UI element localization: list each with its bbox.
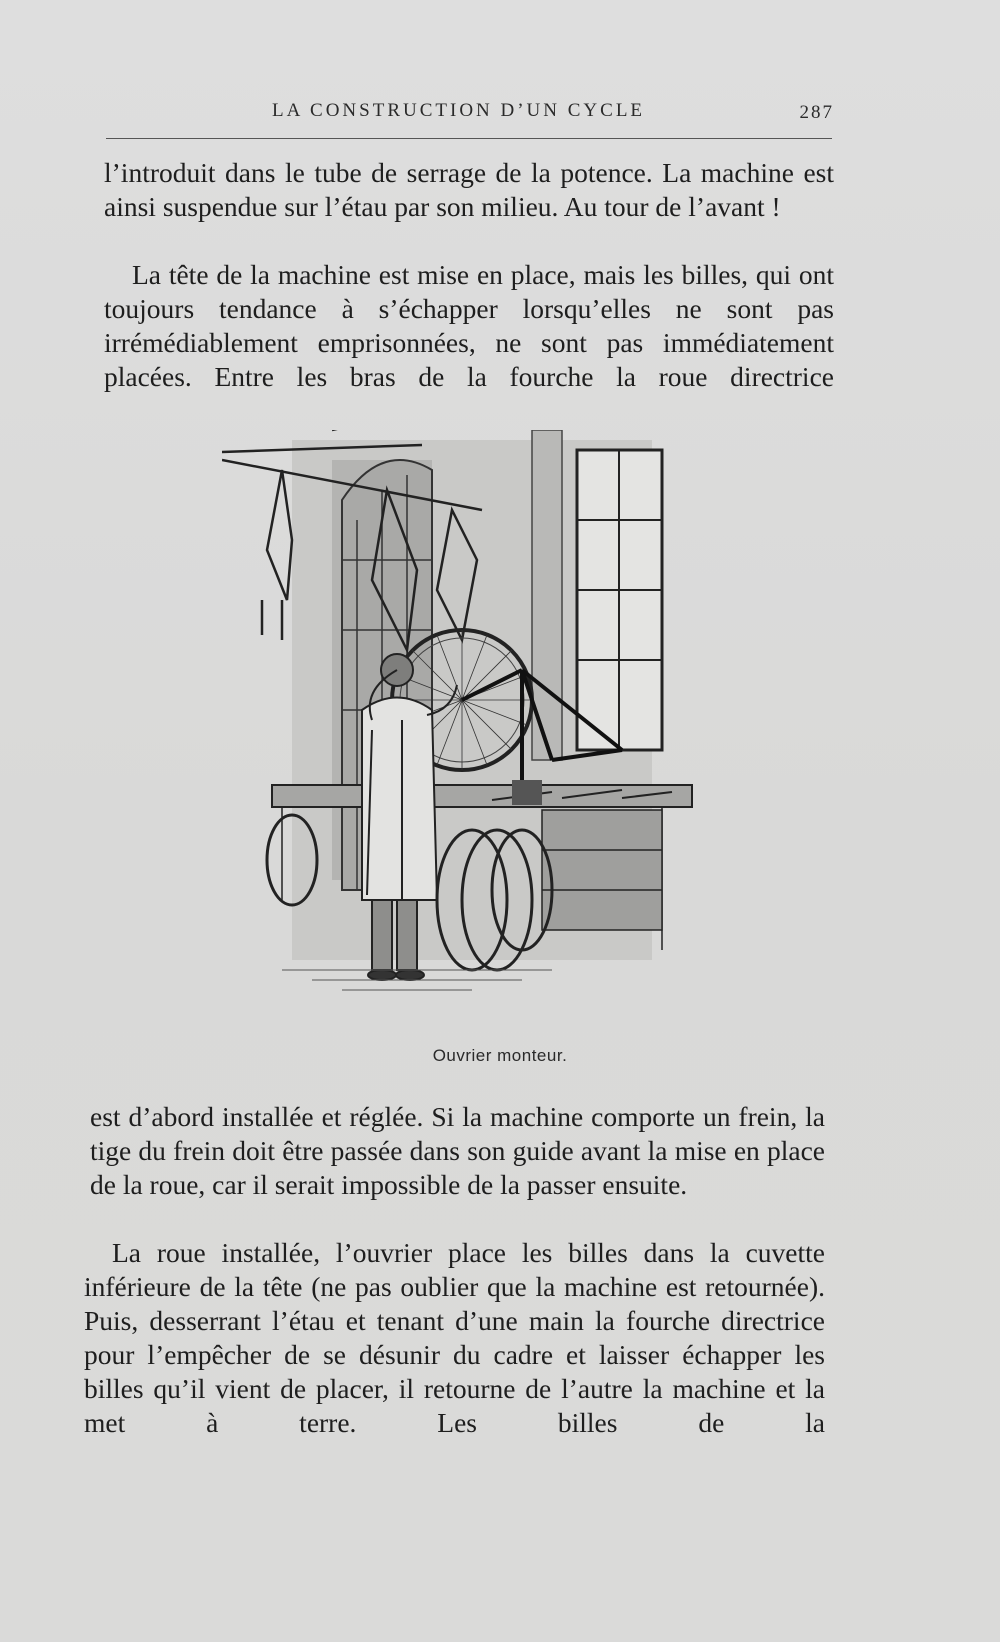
engraving-illustration <box>222 430 702 1030</box>
running-head <box>104 100 834 130</box>
paragraph-ball-bearings: La roue installée, l’ouvrier place les billes dans la cuvette inférieure de la tête (ne pas oublier que la machine est retournée). Puis, desserrant l’étau et tenant d’une main la fourche directrice pour l’empêcher de se désunir du cadre et laisser échapper les billes qu’il vient de placer, il retourne de l’autre la machine et la met à terre. Les billes de la <box>84 1237 825 1438</box>
illustration-workshop <box>222 430 702 1030</box>
paragraph-wheel-install: est d’abord installée et réglée. Si la machine comporte un frein, la tige du frein doit être passée dans son guide avant la mise en place de la roue, car il serait impossible de la passer ensuite. <box>90 1101 825 1200</box>
paragraph-continuation: l’introduit dans le tube de serrage de la potence. La machine est ainsi suspendue sur l’étau par son milieu. Au tour de l’avant ! <box>104 157 834 222</box>
running-title: LA CONSTRUCTION D’UN CYCLE <box>272 100 646 121</box>
figure-caption: Ouvrier monteur. <box>432 1046 568 1065</box>
page-number: 287 <box>799 102 834 123</box>
header-rule <box>106 138 832 139</box>
paragraph-head-assembly: La tête de la machine est mise en place, mais les billes, qui ont toujours tendance à s’échapper lorsqu’elles ne sont pas irrémédiablement emprisonnées, ne sont pas immédiatement placées. Entre les bras de la fourche la roue directrice <box>104 259 834 392</box>
